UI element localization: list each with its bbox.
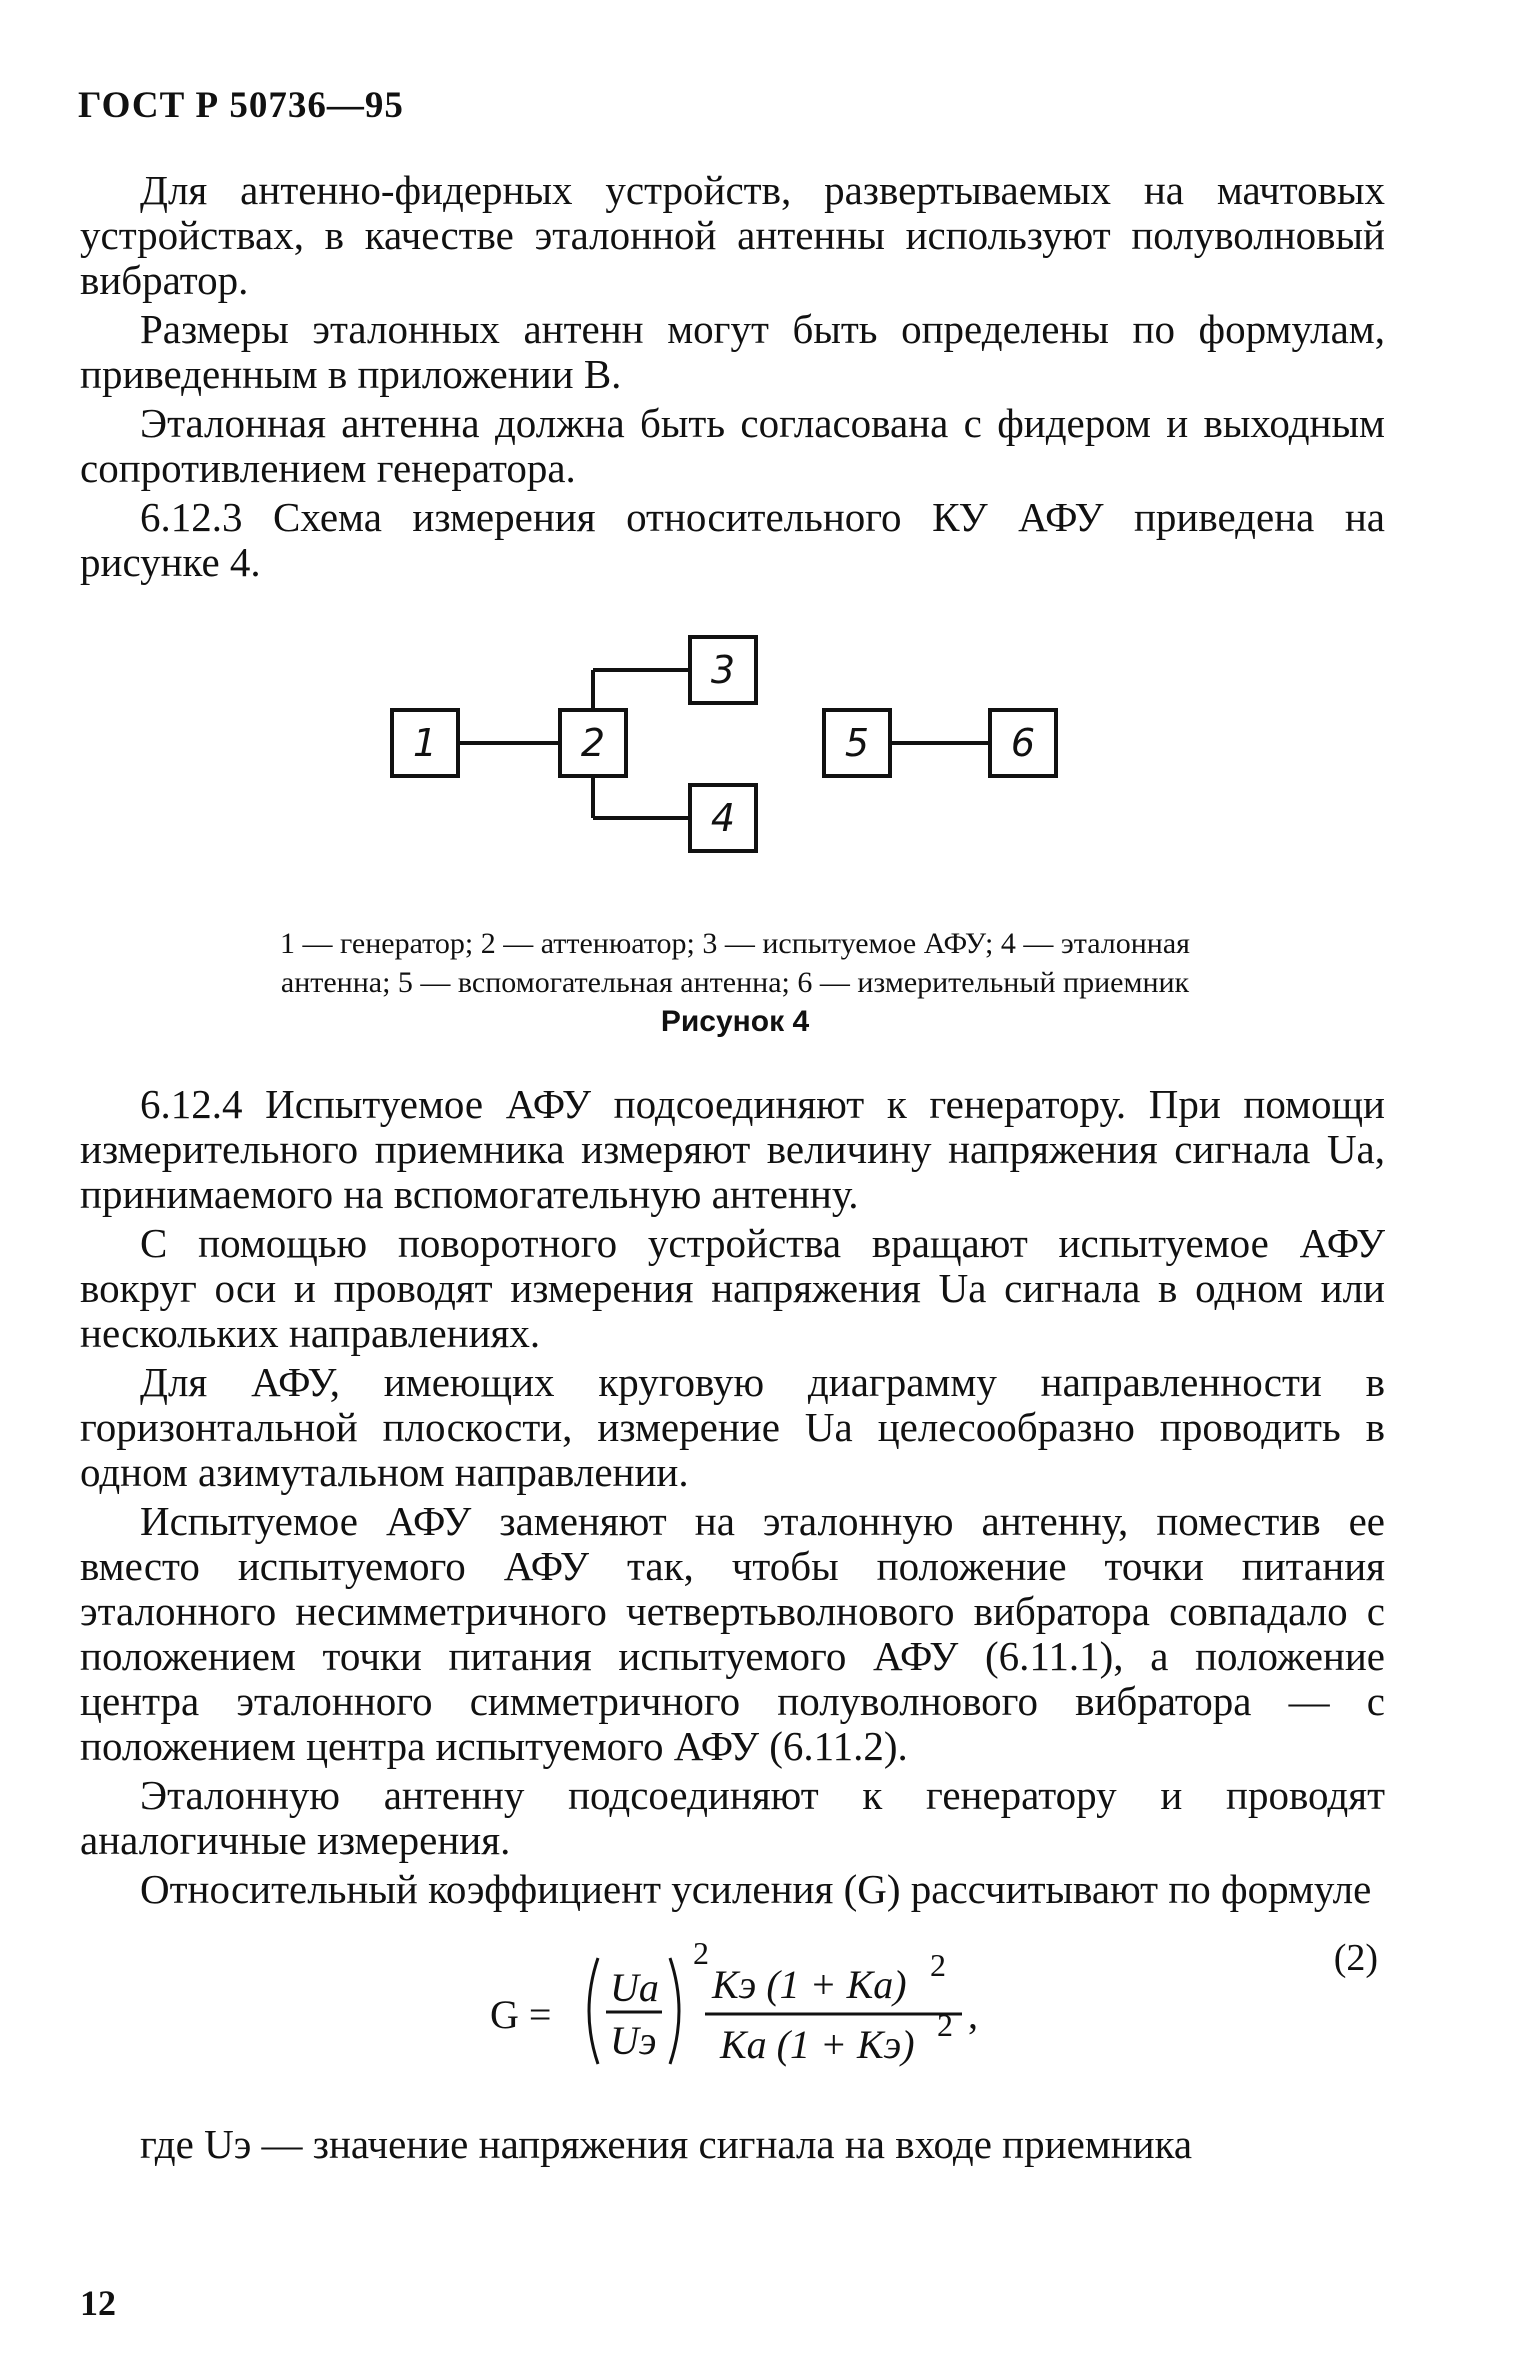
paragraph: Эталонная антенна должна быть согласована с фидером и выходным сопротивлением генератора. [80, 400, 1385, 491]
formula-svg [490, 1936, 1150, 2086]
paragraph: Для АФУ, имеющих круговую диаграмму направленности в горизонтальной плоскости, измерение Uа целесообразно проводить в одном азимутальном направлении. [80, 1359, 1385, 1495]
paragraph: Эталонную антенну подсоединяют к генератору и проводят аналогичные измерения. [80, 1772, 1385, 1863]
formula-lhs: G = [490, 1992, 552, 2037]
paragraph: 6.12.3 Схема измерения относительного КУ АФУ приведена на рисунке 4. [80, 494, 1385, 585]
diagram-box-attenuator: 2 [558, 708, 628, 778]
diagram-box-generator: 1 [390, 708, 460, 778]
figure-caption [110, 924, 1360, 1041]
figure-title: Рисунок 4 [660, 1005, 810, 1038]
paragraph: 6.12.4 Испытуемое АФУ подсоединяют к генератору. При помощи измерительного приемника измеряют величину напряжения сигнала Uа, принимаемого на вспомогательную антенну. [80, 1081, 1385, 1217]
paragraph: Для антенно-фидерных устройств, развертываемых на мачтовых устройствах, в качестве эталонной антенны используют полуволновый вибратор. [80, 167, 1385, 303]
formula-numerator-exponent: 2 [930, 1947, 946, 1983]
paragraph: где Uэ — значение напряжения сигнала на входе приемника [140, 2121, 1193, 2167]
formula-tail: , [968, 1992, 978, 2037]
paragraph: Относительный коэффициент усиления (G) рассчитывают по формуле [140, 1866, 1372, 1912]
paragraph: Размеры эталонных антенн могут быть определены по формулам, приведенным в приложении В. [80, 306, 1385, 397]
block-diagram [390, 630, 1090, 870]
paragraph: Испытуемое АФУ заменяют на эталонную антенну, поместив ее вместо испытуемого АФУ так, чтобы положение точки питания эталонного несимметричного четвертьволнового вибратора совпадало с положением точки питания испытуемого АФУ (6.11.1), а положение центра эталонного симметричного полуволнового вибратора — с положением центра испытуемого АФУ (6.11.2). [80, 1498, 1385, 1769]
diagram-box-tested-afu: 3 [688, 635, 758, 705]
text-block-middle [80, 1082, 1385, 1916]
caption-line: антенна; 5 — вспомогательная антенна; 6 — измерительный приемник [280, 966, 1190, 999]
document-header: ГОСТ Р 50736—95 [78, 85, 404, 126]
formula-frac-denominator: Uэ [610, 2018, 657, 2063]
paragraph: С помощью поворотного устройства вращают испытуемое АФУ вокруг оси и проводят измерения напряжения Uа сигнала в одном или нескольких направлениях. [80, 1220, 1385, 1356]
page-number: 12 [80, 2283, 116, 2323]
diagram-box-reference-antenna: 4 [688, 783, 758, 853]
formula-frac-numerator: Uа [610, 1965, 659, 2010]
text-block-top [80, 168, 1385, 589]
diagram-box-auxiliary-antenna: 5 [822, 708, 892, 778]
text-block-bottom [80, 2122, 1385, 2171]
caption-line: 1 — генератор; 2 — аттенюатор; 3 — испытуемое АФУ; 4 — эталонная [280, 927, 1190, 960]
formula [490, 1936, 1390, 2086]
formula-denominator-exponent: 2 [937, 2007, 953, 2043]
formula-numerator: Kэ (1 + Kа) [712, 1962, 907, 2007]
formula-denominator: Kа (1 + Kэ) [720, 2022, 915, 2067]
equation-number: (2) [1333, 1937, 1378, 1979]
diagram-box-receiver: 6 [988, 708, 1058, 778]
formula-exponent: 2 [693, 1936, 709, 1971]
